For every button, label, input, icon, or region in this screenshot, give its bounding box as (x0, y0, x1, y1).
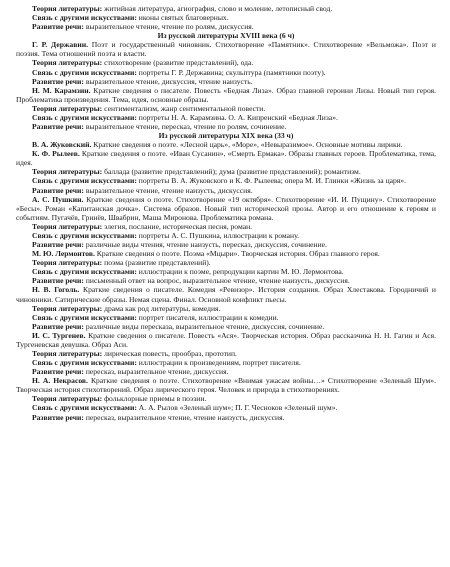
paragraph (16, 68, 436, 77)
paragraph-label: Теория литературы: (32, 303, 103, 313)
paragraph (16, 413, 436, 422)
paragraph (16, 4, 436, 13)
paragraph (16, 304, 436, 313)
paragraph-label: Развитие речи: (32, 276, 84, 286)
paragraph-text: элегия, послание, историческая песня, роман. (104, 221, 253, 231)
paragraph-text: Краткие сведения о поэте. «Лесной царь», «Море», «Невыразимое». Основные мотивы лирики. (93, 140, 403, 150)
paragraph-text: А. А. Рылов «Зеленый шум»; П. Г. Чесноков «Зеленый шум». (138, 403, 338, 413)
paragraph-label: К. Ф. Рылеев. (32, 149, 80, 159)
paragraph (16, 222, 436, 231)
paragraph-text: портреты Г. Р. Державина; скульптура (памятники поэту). (138, 67, 326, 77)
paragraph (16, 167, 436, 176)
paragraph-text: различные виды чтения, чтение наизусть, пересказ, дискуссия, сочинение. (85, 240, 327, 250)
paragraph-label: А. С. Пушкин. (32, 194, 84, 204)
paragraph-label: М. Ю. Лермонтов. (32, 249, 95, 259)
paragraph (16, 349, 436, 358)
paragraph-label: Теория литературы: (32, 58, 103, 68)
paragraph-label: Теория литературы: (32, 103, 103, 113)
paragraph (16, 403, 436, 412)
paragraph-label: Связь с другими искусствами: (32, 230, 137, 240)
paragraph-text: Краткие сведения о писателе. Повесть «Бедная Лиза». Образ главной героини Лизы. Новый тип героя. Проблематика произведения. Тема, идея, основные образы. (16, 85, 436, 104)
paragraph-text: различные виды пересказа, выразительное чтение, дискуссия, сочинение. (85, 321, 325, 331)
paragraph (16, 113, 436, 122)
paragraph (16, 313, 436, 322)
paragraph-label: Развитие речи: (32, 367, 84, 377)
paragraph (16, 358, 436, 367)
paragraph-label: Развитие речи: (32, 22, 84, 32)
paragraph (16, 249, 436, 258)
paragraph-label: Теория литературы: (32, 167, 103, 177)
paragraph-text: портреты В. А. Жуковского и К. Ф. Рылеева; опера М. И. Глинки «Жизнь за царя». (138, 176, 406, 186)
paragraph (16, 104, 436, 113)
paragraph-text: Краткие сведения о поэте. Стихотворение «Внимая ужасам войны…» Стихотворение «Зеленый Шум». Творческая история стихотворений. Образ лирического героя. Человек и природа в стихотворениях. (16, 376, 436, 395)
paragraph-label: Связь с другими искусствами: (32, 403, 137, 413)
paragraph-label: И. С. Тургенев. (32, 330, 86, 340)
paragraph-text: иконы святых благоверных. (138, 13, 229, 23)
paragraph (16, 86, 436, 104)
paragraph-label: Теория литературы: (32, 348, 103, 358)
paragraph-label: Теория литературы: (32, 394, 103, 404)
paragraph-label: Развитие речи: (32, 185, 84, 195)
paragraph-label: Теория литературы: (32, 258, 103, 268)
paragraph-label: Теория литературы: (32, 4, 103, 13)
paragraph-label: Теория литературы: (32, 221, 103, 231)
paragraph-label: Связь с другими искусствами: (32, 13, 137, 23)
paragraph-label: Связь с другими искусствами: (32, 176, 137, 186)
paragraph (16, 276, 436, 285)
paragraph-text: иллюстрации к поэме, репродукции картин М. Ю. Лермонтова. (138, 267, 344, 277)
paragraph (16, 186, 436, 195)
paragraph-text: житийная литература, агиография, слово и моление, летописный свод. (104, 4, 333, 13)
paragraph-label: Н. М. Карамзин. (32, 85, 91, 95)
paragraph-text: Краткие сведения о поэте. Поэма «Мцыри». Творческая история. Образ главного героя. (96, 249, 380, 259)
paragraph-text: Поэт и государственный чиновник. Стихотворение «Памятник». Стихотворение «Вельможа». Поэт и поэзия. Тема отношений поэта и власти. (16, 40, 436, 59)
paragraph (16, 40, 436, 58)
paragraph-text: Краткие сведения о поэте. «Иван Сусанин», «Смерть Ермака». Образы главных героев. Проблематика, тема, идея. (16, 149, 436, 168)
paragraph (16, 322, 436, 331)
paragraph (16, 285, 436, 303)
paragraph-text: портрет писателя, иллюстрации к комедии. (138, 312, 279, 322)
paragraph-label: Связь с другими искусствами: (32, 267, 137, 277)
paragraph (16, 367, 436, 376)
paragraph-label: Н. В. Гоголь. (32, 285, 80, 295)
paragraph-text: баллада (развитие представлений); дума (развитие представлений); романтизм. (104, 167, 361, 177)
paragraph (16, 140, 436, 149)
paragraph (16, 176, 436, 185)
paragraph (16, 394, 436, 403)
paragraph-label: Связь с другими искусствами: (32, 358, 137, 368)
paragraph (16, 22, 436, 31)
paragraph-label: Г. Р. Державин. (32, 40, 88, 50)
paragraph-text: сентиментализм, жанр сентиментальной повести. (104, 103, 266, 113)
paragraph-text: пересказ, выразительное чтение, дискуссия. (85, 367, 229, 377)
paragraph-text: лирическая повесть, прообраз, прототип. (104, 348, 237, 358)
paragraph-text: выразительное чтение, чтение наизусть, дискуссия. (85, 185, 253, 195)
paragraph-label: В. А. Жуковский. (32, 140, 92, 150)
paragraph-label: Развитие речи: (32, 240, 84, 250)
paragraph-label: Н. А. Некрасов. (32, 376, 88, 386)
section-heading: Из русской литературы XIX века (33 ч) (158, 131, 294, 141)
paragraph (16, 195, 436, 222)
paragraph-label: Развитие речи: (32, 122, 84, 132)
paragraph-text: портреты А. С. Пушкина, иллюстрации к роману. (138, 230, 300, 240)
paragraph-text: портреты Н. А. Карамзина. О. А. Кипренский «Бедная Лиза». (138, 112, 338, 122)
paragraph-text: Краткие сведения о поэте. Стихотворение «19 октября». Стихотворение «И. И. Пущину». Стихотворение «Бесы». Роман «Капитанская дочка». Система образов. Новый тип исторической прозы. Автор и его отношение к героям и событиям. Пугачёв, Гринёв, Швабрин, Маша Миронова. Проблематика романа. (16, 194, 437, 222)
paragraph (16, 13, 436, 22)
paragraph-label: Развитие речи: (32, 76, 84, 86)
paragraph-text: иллюстрации к произведениям, портрет писателя. (138, 358, 301, 368)
paragraph-label: Связь с другими искусствами: (32, 112, 137, 122)
paragraph-text: пересказ, выразительное чтение, чтение наизусть, дискуссия. (85, 412, 285, 422)
paragraph (16, 149, 436, 167)
paragraph-text: драма как род литературы, комедия. (104, 303, 221, 313)
paragraph-text: Краткие сведения о писателе. Повесть «Ася». Творческая история. Образ рассказчика Н. Н. Гагин и Ася. Тургеневская девушка. Образ Аси. (16, 330, 436, 349)
section-heading: Из русской литературы XVIII века (6 ч) (157, 31, 295, 41)
paragraph (16, 77, 436, 86)
paragraph-text: фольклорные приемы в поэзии. (104, 394, 207, 404)
paragraph (16, 231, 436, 240)
paragraph-text: выразительное чтение, дискуссия, чтение наизусть. (85, 76, 253, 86)
paragraph-text: выразительное чтение, чтение по ролям, дискуссия. (85, 22, 254, 32)
paragraph (16, 240, 436, 249)
paragraph (16, 122, 436, 131)
paragraph (16, 58, 436, 67)
paragraph-text: поэма (развитие представлений). (104, 258, 211, 268)
paragraph-label: Развитие речи: (32, 412, 84, 422)
paragraph-text: выразительное чтение, пересказ, чтение по ролям, сочинение. (85, 122, 287, 132)
paragraph (16, 376, 436, 394)
paragraph (16, 267, 436, 276)
paragraph-label: Развитие речи: (32, 321, 84, 331)
paragraph (16, 331, 436, 349)
paragraph (16, 258, 436, 267)
paragraph-label: Связь с другими искусствами: (32, 312, 137, 322)
paragraph-text: письменный ответ на вопрос, выразительное чтение, чтение наизусть, дискуссия. (85, 276, 350, 286)
paragraph-text: стихотворение (развитие представлений), ода. (104, 58, 254, 68)
paragraph-text: Краткие сведения о писателе. Комедия «Ревизор». История создания. Образ Хлестакова. Городничий и чиновники. Сатирические образы. Немая сцена. Финал. Основной конфликт пьесы. (16, 285, 436, 304)
paragraph-label: Связь с другими искусствами: (32, 67, 137, 77)
